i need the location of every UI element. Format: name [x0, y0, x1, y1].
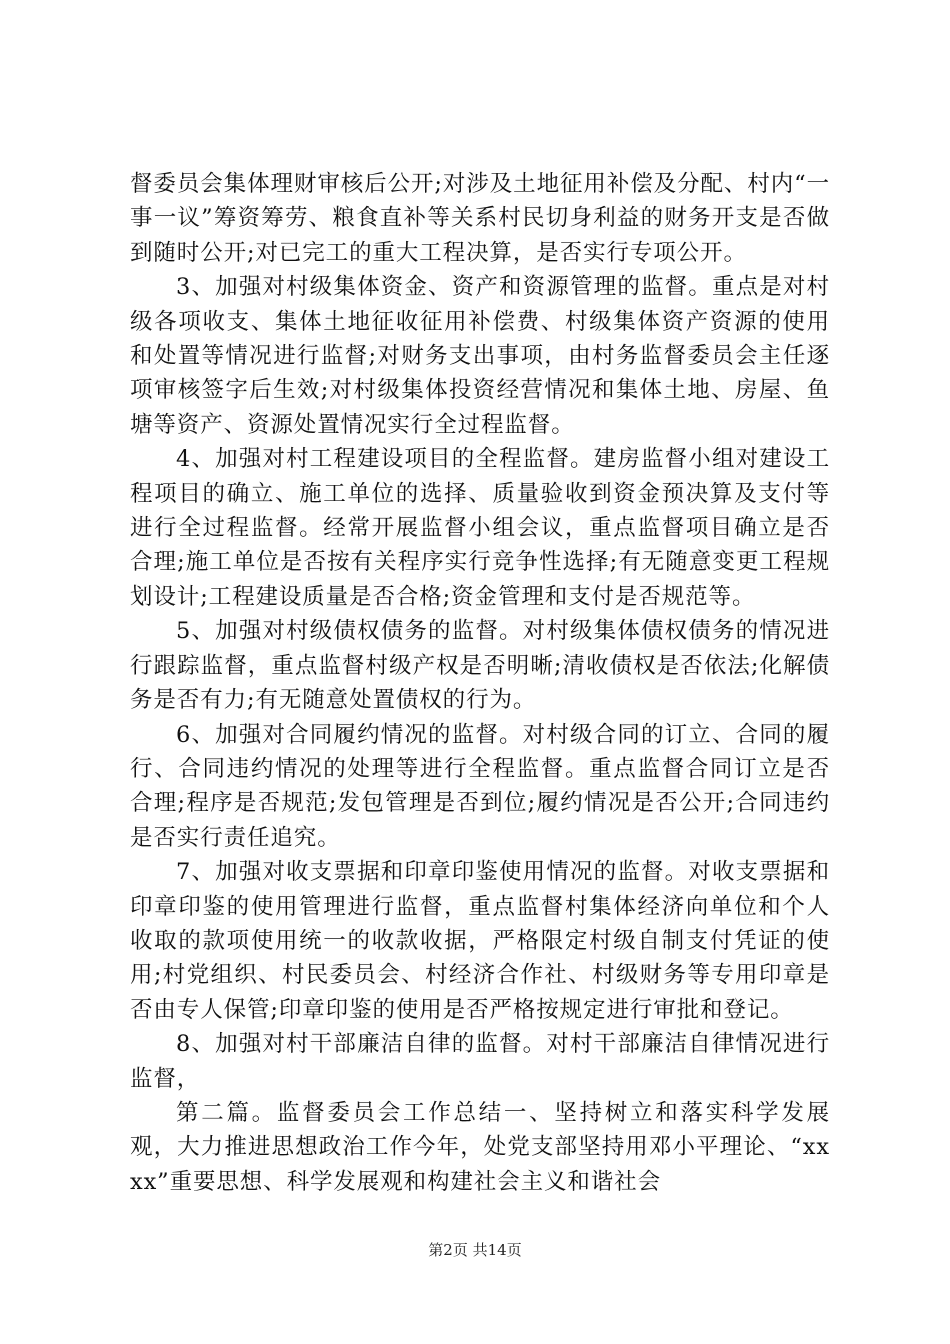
paragraph-item-6: 6、加强对合同履约情况的监督。对村级合同的订立、合同的履行、合同违约情况的处理等进行全程监督。重点监督合同订立是否合理;程序是否规范;发包管理是否到位;履约情况是否公开;合同违约是否实行责任追究。 [130, 721, 830, 851]
paragraph-continuation: 督委员会集体理财审核后公开;对涉及土地征用补偿及分配、村内“一事一议”筹资筹劳、粮食直补等关系村民切身利益的财务开支是否做到随时公开;对已完工的重大工程决算，是否实行专项公开。 [130, 171, 831, 266]
paragraph-section-2: 第二篇。监督委员会工作总结一、坚持树立和落实科学发展观，大力推进思想政治工作今年，处党支部坚持用邓小平理论、“xxxx”重要思想、科学发展观和构建社会主义和谐社会 [130, 1099, 830, 1195]
paragraph-item-3: 3、加强对村级集体资金、资产和资源管理的监督。重点是对村级各项收支、集体土地征收征用补偿费、村级集体资产资源的使用和处置等情况进行监督;对财务支出事项，由村务监督委员会主任逐项审核签字后生效;对村级集体投资经营情况和集体土地、房屋、鱼塘等资产、资源处置情况实行全过程监督。 [130, 274, 830, 438]
page-number-footer: 第2页 共14页 [428, 1241, 522, 1259]
paragraph-item-4: 4、加强对村工程建设项目的全程监督。建房监督小组对建设工程项目的确立、施工单位的选择、质量验收到资金预决算及支付等进行全过程监督。经常开展监督小组会议，重点监督项目确立是否合理;施工单位是否按有关程序实行竞争性选择;有无随意变更工程规划设计;工程建设质量是否合格;资金管理和支付是否规范等。 [130, 446, 830, 610]
paragraph-item-5: 5、加强对村级债权债务的监督。对村级集体债权债务的情况进行跟踪监督，重点监督村级产权是否明晰;清收债权是否依法;化解债务是否有力;有无随意处置债权的行为。 [130, 618, 830, 714]
document-body [130, 167, 830, 1199]
paragraph-item-7: 7、加强对收支票据和印章印鉴使用情况的监督。对收支票据和印章印鉴的使用管理进行监督，重点监督村集体经济向单位和个人收取的款项使用统一的收款收据，严格限定村级自制支付凭证的使用;村党组织、村民委员会、村经济合作社、村级财务等专用印章是否由专人保管;印章印鉴的使用是否严格按规定进行审批和登记。 [130, 859, 830, 1023]
paragraph-item-8: 8、加强对村干部廉洁自律的监督。对村干部廉洁自律情况进行监督， [130, 1031, 830, 1092]
